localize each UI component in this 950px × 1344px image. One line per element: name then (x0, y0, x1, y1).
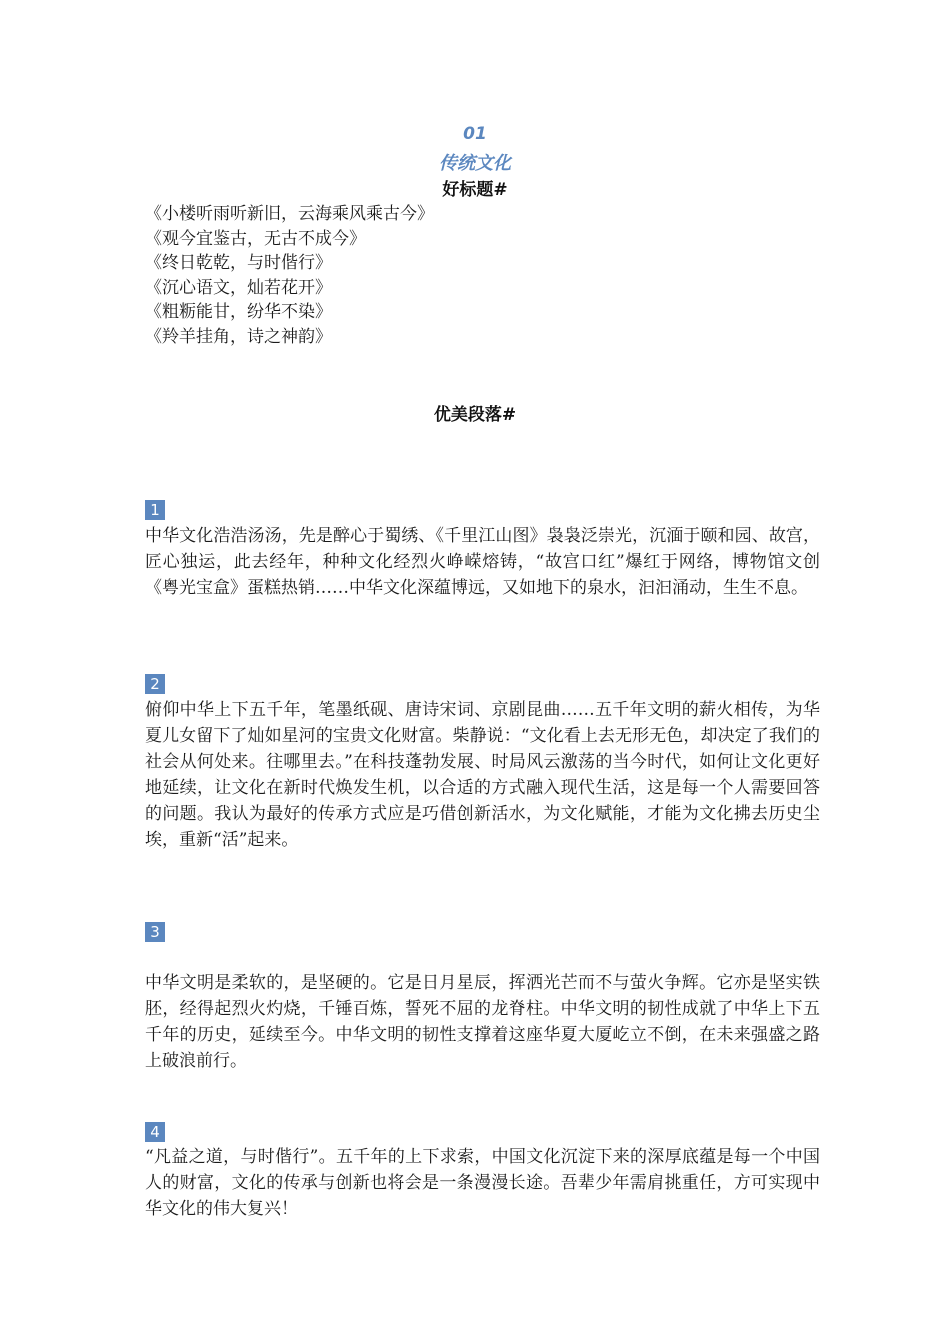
paragraph-number-badge: 3 (145, 922, 165, 942)
section-number: 01 (463, 124, 487, 144)
section-title: 传统文化 (439, 153, 511, 174)
paragraph-number-badge: 1 (145, 500, 165, 520)
paragraph-text: 中华文明是柔软的，是坚硬的。它是日月星辰，挥洒光芒而不与萤火争辉。它亦是坚实铁胚，经得起烈火灼烧，千锤百炼，誓死不屈的龙脊柱。中华文明的韧性成就了中华上下五千年的历史，延续至今。中华文明的韧性支撑着这座华夏大厦屹立不倒，在未来强盛之路上破浪前行。 (145, 973, 820, 1071)
list-item: 《羚羊挂角，诗之神韵》 (145, 326, 332, 347)
paragraphs-heading: 优美段落# (433, 405, 517, 425)
paragraph-text: “凡益之道，与时偕行”。五千年的上下求索，中国文化沉淀下来的深厚底蕴是每一个中国人的财富，文化的传承与创新也将会是一条漫漫长途。吾辈少年需肩挑重任，方可实现中华文化的伟大复兴！ (145, 1147, 820, 1219)
paragraph-text: 俯仰中华上下五千年，笔墨纸砚、唐诗宋词、京剧昆曲……五千年文明的薪火相传，为华夏儿女留下了灿如星河的宝贵文化财富。柴静说：“文化看上去无形无色，却决定了我们的社会从何处来。往哪里去。”在科技蓬勃发展、时局风云激荡的当今时代，如何让文化更好地延续，让文化在新时代焕发生机，以合适的方式融入现代生活，这是每一个人需要回答的问题。我认为最好的传承方式应是巧借创新活水，为文化赋能，才能为文化拂去历史尘埃，重新“活”起来。 (145, 700, 820, 850)
paragraph-number-badge: 4 (145, 1122, 165, 1142)
paragraph-number-badge: 2 (145, 674, 165, 694)
list-item: 《观今宜鉴古，无古不成今》 (145, 228, 366, 249)
good-titles-heading: 好标题# (442, 180, 508, 200)
good-titles-list (145, 202, 434, 350)
list-item: 《沉心语文，灿若花开》 (145, 277, 332, 298)
list-item: 《终日乾乾，与时偕行》 (145, 253, 332, 274)
list-item: 《小楼听雨听新旧，云海乘风乘古今》 (145, 204, 434, 224)
list-item: 《粗粝能甘，纷华不染》 (145, 302, 332, 323)
paragraph-text: 中华文化浩浩汤汤，先是醉心于蜀绣、《千里江山图》袅袅泛崇光，沉湎于颐和园、故宫，匠心独运，此去经年，种种文化经烈火峥嵘熔铸，“故宫口红”爆红于网络，博物馆文创《粤光宝盒》蛋糕热销……中华文化深蕴博远，又如地下的泉水，汩汩涌动，生生不息。 (145, 526, 820, 598)
